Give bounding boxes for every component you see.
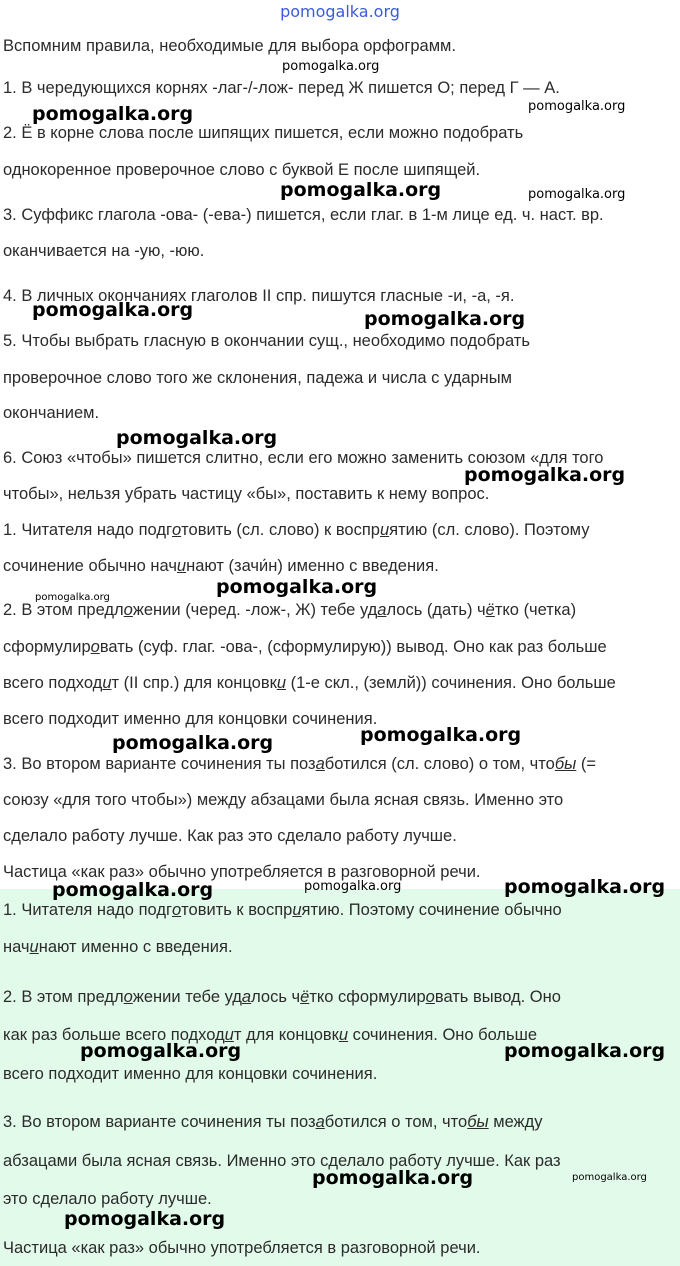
watermark: pomogalka.org <box>216 576 378 598</box>
watermark: pomogalka.org <box>64 1208 226 1230</box>
rule-5-line-3: окончанием. <box>3 404 100 422</box>
watermark: pomogalka.org <box>32 299 194 321</box>
analysis-line-8: союзу «для того чтобы») между абзацами была ясная связь. Именно это <box>3 791 564 809</box>
watermark: pomogalka.org <box>52 879 214 901</box>
rule-3-line-1: 3. Суффикс глагола -ова- (-ева-) пишется, если глаг. в 1-м лице ед. ч. наст. вр. <box>3 206 604 224</box>
watermark: pomogalka.org <box>32 103 194 125</box>
watermark: pomogalka.org <box>528 187 626 202</box>
answer-line-5: всего подходит именно для концовки сочинения. <box>3 1065 378 1083</box>
answer-line-6: 3. Во втором варианте сочинения ты позаботился о том, чтобы между <box>3 1113 543 1131</box>
watermark: pomogalka.org <box>280 179 442 201</box>
watermark: pomogalka.org <box>528 99 626 114</box>
answer-line-3: 2. В этом предложении тебе удалось чётко сформулировать вывод. Оно <box>3 988 561 1006</box>
site-header-link[interactable]: pomogalka.org <box>280 2 400 21</box>
watermark: pomogalka.org <box>312 1167 474 1189</box>
rule-6-line-1: 6. Союз «чтобы» пишется слитно, если его можно заменить союзом «для того <box>3 449 604 467</box>
watermark: pomogalka.org <box>112 732 274 754</box>
analysis-line-6: всего подходит именно для концовки сочинения. <box>3 710 378 728</box>
rule-6-line-2: чтобы», нельзя убрать частицу «бы», поставить к нему вопрос. <box>3 485 490 503</box>
watermark: pomogalka.org <box>282 59 380 74</box>
answer-line-8: это сделало работу лучше. <box>3 1190 212 1208</box>
analysis-line-10: Частица «как раз» обычно употребляется в разговорной речи. <box>3 863 481 881</box>
intro-title: Вспомним правила, необходимые для выбора орфограмм. <box>3 37 456 55</box>
rule-5-line-2: проверочное слово того же склонения, падежа и числа с ударным <box>3 369 513 387</box>
watermark: pomogalka.org <box>572 1172 647 1183</box>
watermark: pomogalka.org <box>116 427 278 449</box>
watermark: pomogalka.org <box>80 1040 242 1062</box>
watermark: pomogalka.org <box>304 879 402 894</box>
analysis-line-9: сделало работу лучше. Как раз это сделало работу лучше. <box>3 827 457 845</box>
rule-2-line-1: 2. Ё в корне слова после шипящих пишется, если можно подобрать <box>3 124 524 142</box>
rule-1: 1. В чередующихся корнях -лаг-/-лож- перед Ж пишется О; перед Г — А. <box>3 79 560 97</box>
rule-4: 4. В личных окончаниях глаголов II спр. пишутся гласные -и, -а, -я. <box>3 287 515 305</box>
analysis-line-2: сочинение обычно начинают (зачи́н) именно с введения. <box>3 557 439 575</box>
answer-line-9: Частица «как раз» обычно употребляется в разговорной речи. <box>3 1239 481 1257</box>
watermark: pomogalka.org <box>504 1040 666 1062</box>
watermark: pomogalka.org <box>360 724 522 746</box>
analysis-line-3: 2. В этом предложении (черед. -лож-, Ж) тебе удалось (дать) чётко (четка) <box>3 601 577 619</box>
watermark: pomogalka.org <box>464 464 626 486</box>
analysis-line-1: 1. Читателя надо подготовить (сл. слово) к восприятию (сл. слово). Поэтому <box>3 521 590 539</box>
rule-2-line-2: однокоренное проверочное слово с буквой Е после шипящей. <box>3 161 481 179</box>
analysis-line-4: сформулировать (суф. глаг. -ова-, (сформулирую)) вывод. Оно как раз больше <box>3 638 607 656</box>
analysis-line-7: 3. Во втором варианте сочинения ты позаботился (сл. слово) о том, чтобы (= <box>3 755 596 773</box>
analysis-line-5: всего подходит (II спр.) для концовки (1-е скл., (землй)) сочинения. Оно больше <box>3 674 616 692</box>
rule-3-line-2: оканчивается на -ую, -юю. <box>3 242 205 260</box>
answer-line-7: абзацами была ясная связь. Именно это сделало работу лучше. Как раз <box>3 1152 561 1170</box>
answer-line-4: как раз больше всего подходит для концовки сочинения. Оно больше <box>3 1026 538 1044</box>
answer-line-2: начинают именно с введения. <box>3 938 233 956</box>
watermark: pomogalka.org <box>364 308 526 330</box>
watermark: pomogalka.org <box>504 876 666 898</box>
answer-line-1: 1. Читателя надо подготовить к восприятию. Поэтому сочинение обычно <box>3 901 562 919</box>
watermark: pomogalka.org <box>35 592 110 603</box>
rule-5-line-1: 5. Чтобы выбрать гласную в окончании сущ., необходимо подобрать <box>3 332 530 350</box>
